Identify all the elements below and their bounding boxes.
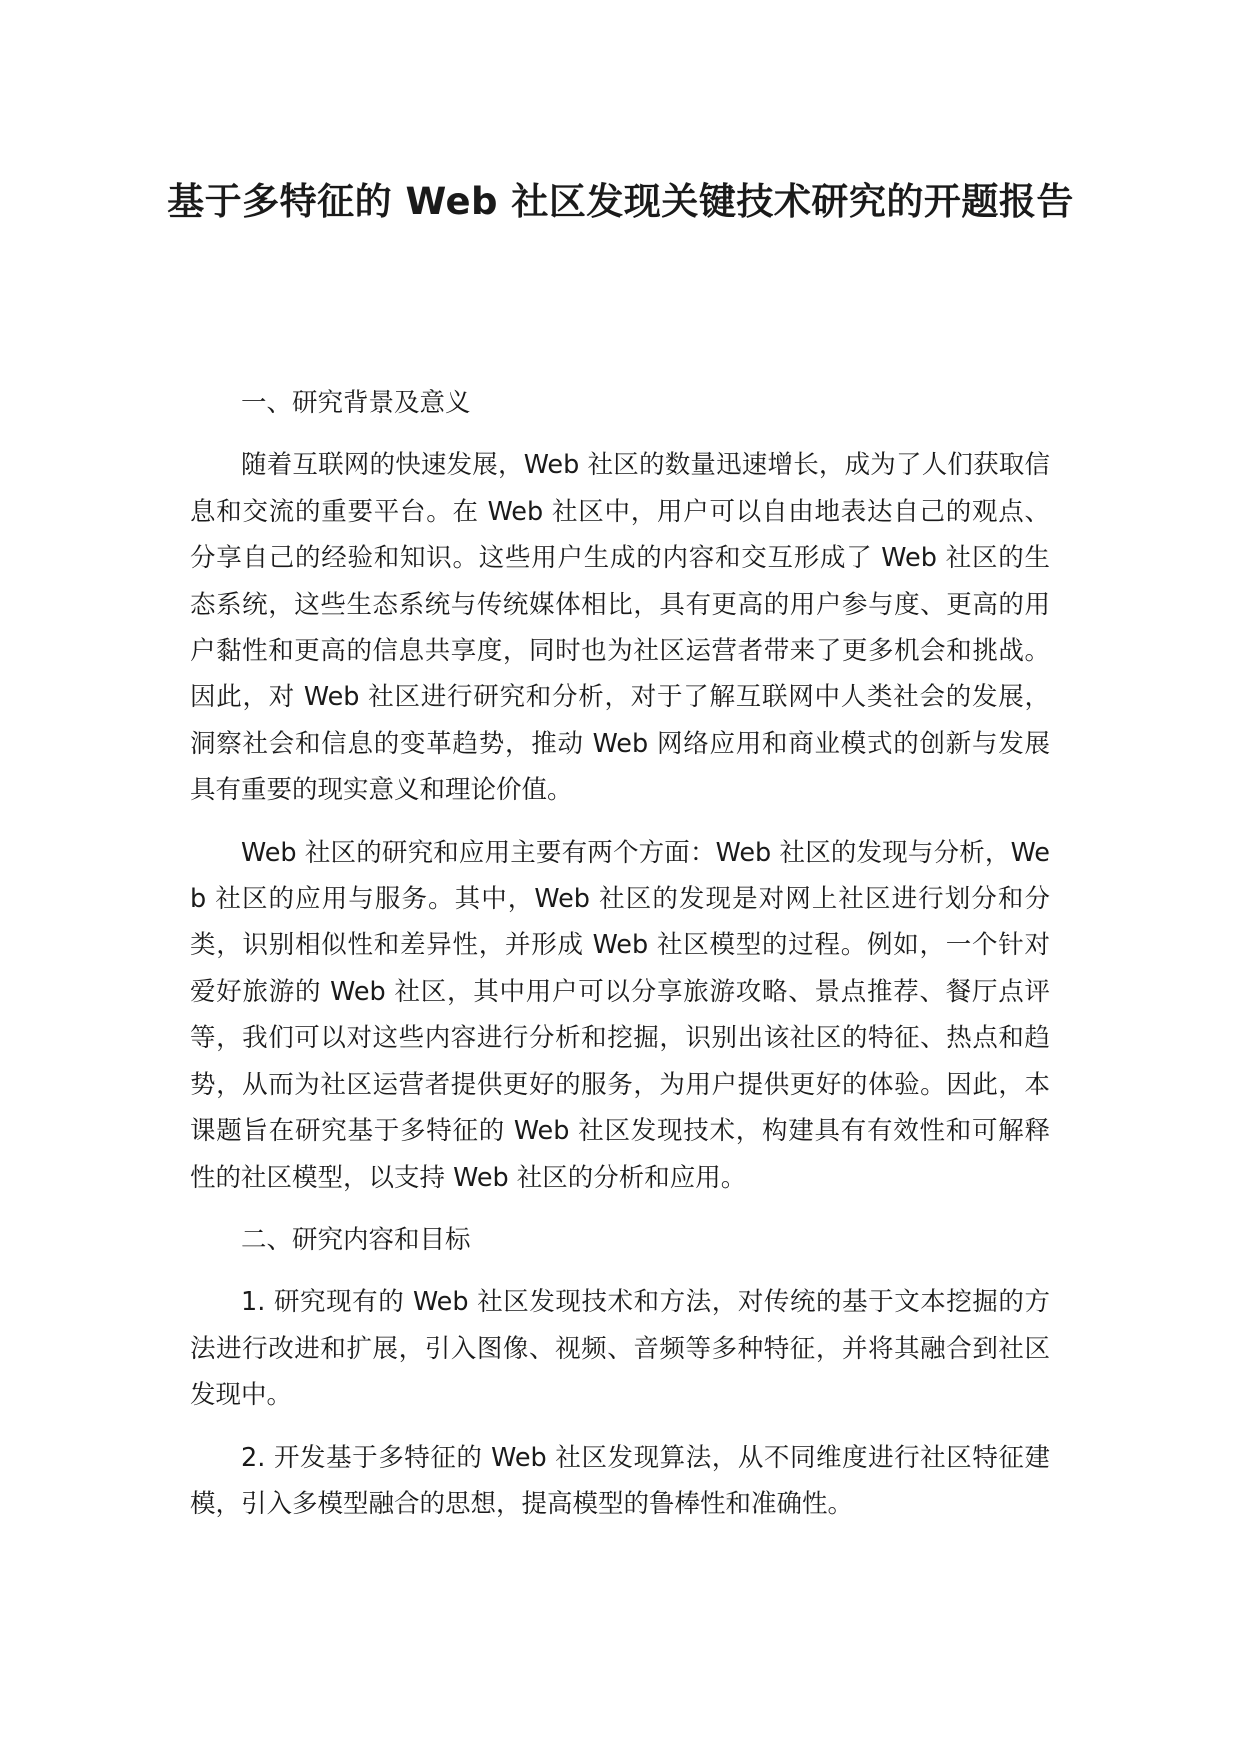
paragraph-content-item-2: 2. 开发基于多特征的 Web 社区发现算法，从不同维度进行社区特征建模，引入多模型融合的思想，提高模型的鲁棒性和准确性。 [190, 1442, 1050, 1519]
section-heading-content: 二、研究内容和目标 [241, 1224, 471, 1255]
paragraph-background-1: 随着互联网的快速发展，Web 社区的数量迅速增长，成为了人们获取信息和交流的重要平台。在 Web 社区中，用户可以自由地表达自己的观点、分享自己的经验和知识。这些用户生成的内容和交互形成了 Web 社区的生态系统，这些生态系统与传统媒体相比，具有更高的用户参与度、更高的用户黏性和更高的信息共享度，同时也为社区运营者带来了更多机会和挑战。因此，对 Web 社区进行研究和分析，对于了解互联网中人类社会的发展，洞察社会和信息的变革趋势，推动 Web 网络应用和商业模式的创新与发展具有重要的现实意义和理论价值。 [190, 450, 1050, 806]
paragraph-background-2: Web 社区的研究和应用主要有两个方面：Web 社区的发现与分析，Web 社区的应用与服务。其中，Web 社区的发现是对网上社区进行划分和分类，识别相似性和差异性，并形成 Web 社区模型的过程。例如，一个针对爱好旅游的 Web 社区，其中用户可以分享旅游攻略、景点推荐、餐厅点评等，我们可以对这些内容进行分析和挖掘，识别出该社区的特征、热点和趋势，从而为社区运营者提供更好的服务，为用户提供更好的体验。因此，本课题旨在研究基于多特征的 Web 社区发现技术，构建具有有效性和可解释性的社区模型，以支持 Web 社区的分析和应用。 [190, 837, 1050, 1193]
document-body [190, 380, 1050, 1543]
section-heading-background: 一、研究背景及意义 [241, 388, 471, 418]
document-title: 基于多特征的 Web 社区发现关键技术研究的开题报告 [167, 180, 1074, 223]
paragraph-content-item-1: 1. 研究现有的 Web 社区发现技术和方法，对传统的基于文本挖掘的方法进行改进和扩展，引入图像、视频、音频等多种特征，并将其融合到社区发现中。 [190, 1287, 1050, 1411]
